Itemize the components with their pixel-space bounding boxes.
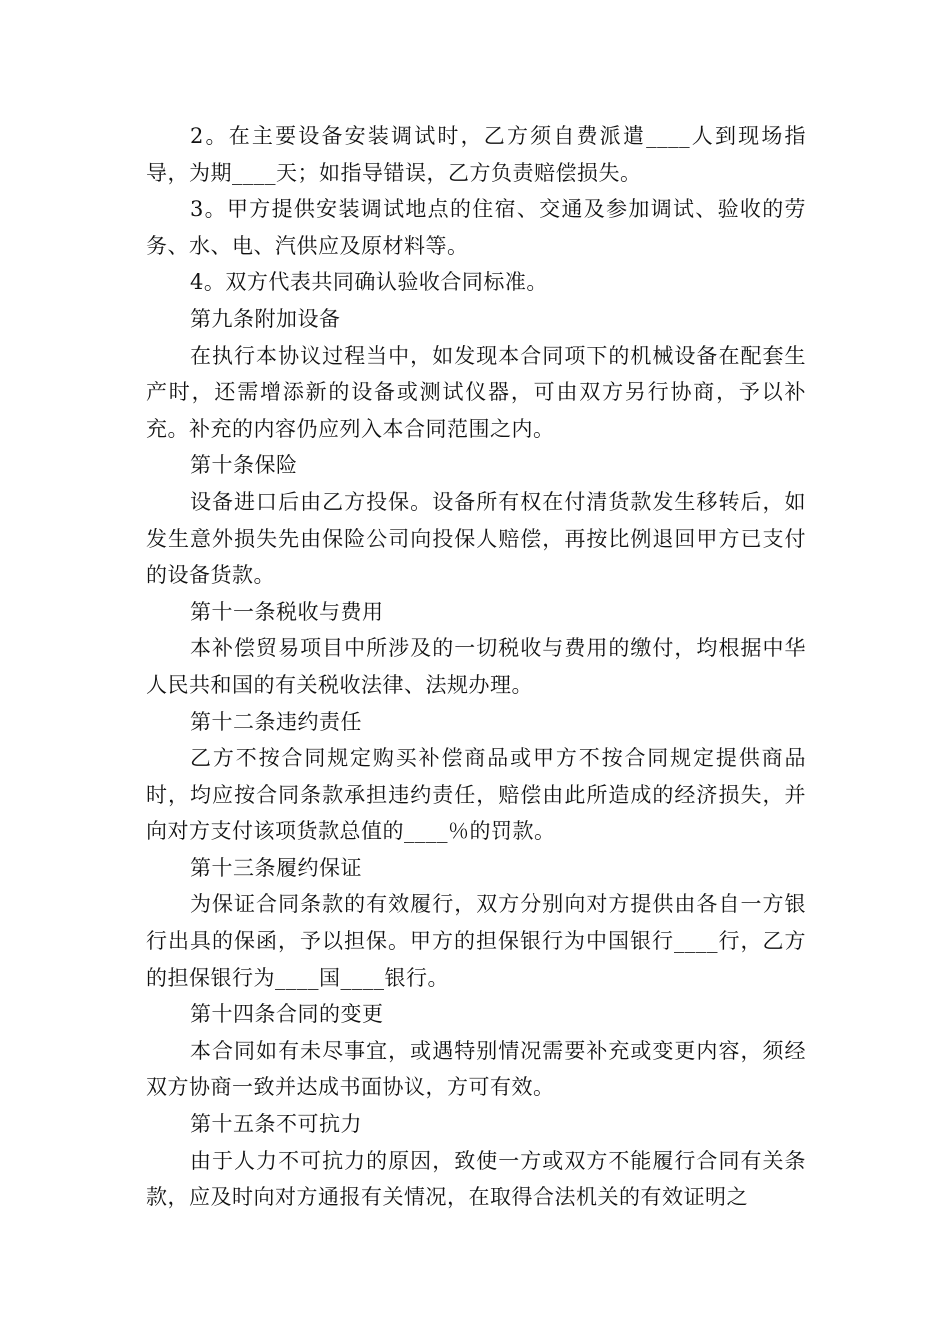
paragraph-clause-12: 乙方不按合同规定购买补偿商品或甲方不按合同规定提供商品时，均应按合同条款承担违约责任，赔偿由此所造成的经济损失，并向对方支付该项货款总值的____％的罚款。 (146, 746, 806, 844)
heading-clause-15: 第十五条不可抗力 (190, 1112, 362, 1137)
heading-clause-13: 第十三条履约保证 (190, 855, 362, 880)
paragraph-clause-15: 由于人力不可抗力的原因，致使一方或双方不能履行合同有关条款，应及时向对方通报有关情况，在取得合法机关的有效证明之 (146, 1148, 806, 1210)
paragraph-clause-9: 在执行本协议过程当中，如发现本合同项下的机械设备在配套生产时，还需增添新的设备或测试仪器，可由双方另行协商，予以补充。补充的内容仍应列入本合同范围之内。 (146, 343, 806, 441)
heading-clause-12: 第十二条违约责任 (190, 709, 362, 734)
document-body (146, 118, 806, 1216)
paragraph-clause-8-item-4: 4。双方代表共同确认验收合同标准。 (190, 270, 548, 295)
heading-clause-14: 第十四条合同的变更 (190, 1002, 384, 1027)
heading-clause-9: 第九条附加设备 (190, 306, 341, 331)
paragraph-clause-11: 本补偿贸易项目中所涉及的一切税收与费用的缴付，均根据中华人民共和国的有关税收法律、法规办理。 (146, 636, 806, 697)
heading-clause-11: 第十一条税收与费用 (190, 599, 384, 624)
paragraph-clause-8-item-2: 2。在主要设备安装调试时，乙方须自费派遣____人到现场指导，为期____天；如指导错误，乙方负责赔偿损失。 (146, 124, 806, 185)
paragraph-clause-8-item-3: 3。甲方提供安装调试地点的住宿、交通及参加调试、验收的劳务、水、电、汽供应及原材料等。 (146, 197, 806, 258)
paragraph-clause-13: 为保证合同条款的有效履行，双方分别向对方提供由各自一方银行出具的保函，予以担保。甲方的担保银行为中国银行____行，乙方的担保银行为____国____银行。 (146, 892, 806, 990)
heading-clause-10: 第十条保险 (190, 453, 298, 478)
paragraph-clause-10: 设备进口后由乙方投保。设备所有权在付清货款发生移转后，如发生意外损失先由保险公司向投保人赔偿，再按比例退回甲方已支付的设备货款。 (146, 489, 806, 588)
paragraph-clause-14: 本合同如有未尽事宜，或遇特别情况需要补充或变更内容，须经双方协商一致并达成书面协议，方可有效。 (146, 1038, 806, 1100)
